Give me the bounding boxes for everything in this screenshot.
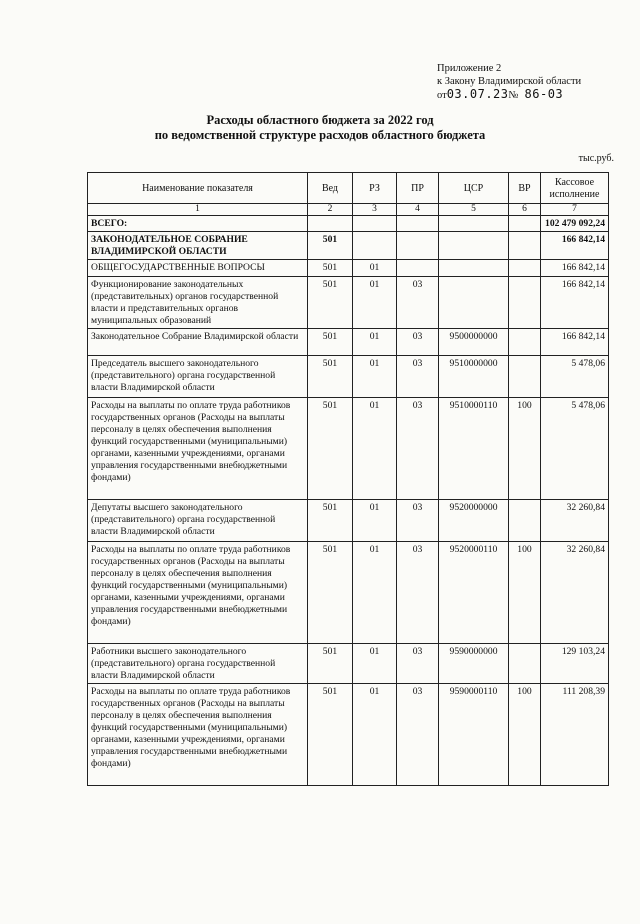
row-rz: 01	[353, 277, 397, 329]
appendix-line1: Приложение 2	[437, 63, 502, 74]
row-amount: 166 842,14	[541, 329, 609, 356]
row-csr: 9500000000	[439, 329, 509, 356]
table-row	[88, 277, 609, 329]
row-ved: 501	[308, 260, 353, 277]
header-row	[88, 173, 609, 204]
row-pr: 03	[397, 398, 439, 500]
row-rz	[353, 232, 397, 260]
row-ved: 501	[308, 542, 353, 644]
header-rz: РЗ	[353, 173, 397, 204]
column-number: 7	[541, 204, 609, 216]
row-pr	[397, 232, 439, 260]
row-vr: 100	[509, 684, 541, 786]
row-amount: 102 479 092,24	[541, 216, 609, 232]
row-amount: 111 208,39	[541, 684, 609, 786]
unit-label: тыс.руб.	[578, 153, 614, 164]
row-csr: 9510000110	[439, 398, 509, 500]
row-vr	[509, 500, 541, 542]
row-csr	[439, 216, 509, 232]
row-amount: 32 260,84	[541, 500, 609, 542]
row-name: ОБЩЕГОСУДАРСТВЕННЫЕ ВОПРОСЫ	[88, 260, 308, 277]
table-row	[88, 542, 609, 644]
row-vr	[509, 329, 541, 356]
row-vr: 100	[509, 398, 541, 500]
table-row	[88, 329, 609, 356]
column-number: 5	[439, 204, 509, 216]
row-csr: 9520000110	[439, 542, 509, 644]
row-rz: 01	[353, 644, 397, 684]
appendix-from-prefix: от	[437, 90, 447, 101]
column-number: 3	[353, 204, 397, 216]
row-pr: 03	[397, 684, 439, 786]
row-pr: 03	[397, 644, 439, 684]
header-pr: ПР	[397, 173, 439, 204]
table-row	[88, 232, 609, 260]
row-ved: 501	[308, 684, 353, 786]
row-rz: 01	[353, 684, 397, 786]
row-amount: 5 478,06	[541, 398, 609, 500]
row-csr: 9520000000	[439, 500, 509, 542]
row-name: Расходы на выплаты по оплате труда работников государственных органов (Расходы на выплаты персоналу в целях обеспечения выполнения функций государственными (муниципальными) органами, казенными учреждениями, органами управления государственными внебюджетными фондами)	[88, 542, 308, 644]
row-pr: 03	[397, 277, 439, 329]
row-ved: 501	[308, 644, 353, 684]
row-amount: 129 103,24	[541, 644, 609, 684]
row-rz	[353, 216, 397, 232]
row-rz: 01	[353, 500, 397, 542]
row-pr: 03	[397, 329, 439, 356]
row-amount: 166 842,14	[541, 232, 609, 260]
budget-table	[87, 172, 609, 786]
row-ved: 501	[308, 500, 353, 542]
row-csr	[439, 260, 509, 277]
row-rz: 01	[353, 356, 397, 398]
row-vr	[509, 277, 541, 329]
row-pr	[397, 216, 439, 232]
row-amount: 5 478,06	[541, 356, 609, 398]
row-rz: 01	[353, 542, 397, 644]
column-number: 1	[88, 204, 308, 216]
row-amount: 166 842,14	[541, 260, 609, 277]
row-name: Расходы на выплаты по оплате труда работников государственных органов (Расходы на выплаты персоналу в целях обеспечения выполнения функций государственными (муниципальными) органами, казенными учреждениями, органами управления государственными внебюджетными фондами)	[88, 398, 308, 500]
appendix-number-prefix: №	[508, 90, 519, 101]
row-vr	[509, 216, 541, 232]
column-number: 2	[308, 204, 353, 216]
row-ved: 501	[308, 398, 353, 500]
table-row	[88, 684, 609, 786]
row-csr: 9590000110	[439, 684, 509, 786]
row-vr: 100	[509, 542, 541, 644]
row-vr	[509, 356, 541, 398]
header-ved: Вед	[308, 173, 353, 204]
header-name: Наименование показателя	[88, 173, 308, 204]
row-name: ВСЕГО:	[88, 216, 308, 232]
row-vr	[509, 260, 541, 277]
appendix-number: 86-03	[524, 87, 564, 101]
row-name: ЗАКОНОДАТЕЛЬНОЕ СОБРАНИЕ ВЛАДИМИРСКОЙ ОБЛАСТИ	[88, 232, 308, 260]
column-number: 6	[509, 204, 541, 216]
row-name: Расходы на выплаты по оплате труда работников государственных органов (Расходы на выплаты персоналу в целях обеспечения выполнения функций государственными (муниципальными) органами, казенными учреждениями, органами управления государственными внебюджетными фондами)	[88, 684, 308, 786]
table-row	[88, 260, 609, 277]
table-row	[88, 356, 609, 398]
row-pr: 03	[397, 500, 439, 542]
title-line2: по ведомственной структуре расходов областного бюджета	[154, 128, 486, 142]
column-number: 4	[397, 204, 439, 216]
appendix-date: 03.07.23	[446, 87, 509, 101]
row-name: Функционирование законодательных (представительных) органов государственной власти и представительных органов муниципальных образований	[88, 277, 308, 329]
row-pr: 03	[397, 542, 439, 644]
row-rz: 01	[353, 398, 397, 500]
row-csr	[439, 277, 509, 329]
appendix-line2: к Закону Владимирской области	[437, 76, 582, 87]
row-vr	[509, 232, 541, 260]
table-row	[88, 644, 609, 684]
row-name: Законодательное Собрание Владимирской области	[88, 329, 308, 356]
column-number-row	[88, 204, 609, 216]
row-name: Председатель высшего законодательного (представительного) органа государственной власти Владимирской области	[88, 356, 308, 398]
row-ved: 501	[308, 356, 353, 398]
table-row	[88, 398, 609, 500]
header-amount: Кассовое исполнение	[541, 173, 609, 204]
header-vr: ВР	[509, 173, 541, 204]
header-csr: ЦСР	[439, 173, 509, 204]
row-name: Работники высшего законодательного (представительного) органа государственной власти Владимирской области	[88, 644, 308, 684]
row-csr: 9510000000	[439, 356, 509, 398]
row-csr: 9590000000	[439, 644, 509, 684]
row-vr	[509, 644, 541, 684]
row-csr	[439, 232, 509, 260]
row-pr	[397, 260, 439, 277]
row-ved	[308, 216, 353, 232]
row-ved: 501	[308, 232, 353, 260]
row-ved: 501	[308, 329, 353, 356]
appendix-date-line	[437, 88, 581, 102]
row-rz: 01	[353, 329, 397, 356]
appendix-block	[437, 62, 581, 102]
row-pr: 03	[397, 356, 439, 398]
document-title	[0, 113, 640, 143]
row-ved: 501	[308, 277, 353, 329]
row-name: Депутаты высшего законодательного (представительного) органа государственной власти Владимирской области	[88, 500, 308, 542]
row-amount: 166 842,14	[541, 277, 609, 329]
table-row	[88, 500, 609, 542]
row-amount: 32 260,84	[541, 542, 609, 644]
title-line1: Расходы областного бюджета за 2022 год	[206, 113, 434, 127]
table-row	[88, 216, 609, 232]
row-rz: 01	[353, 260, 397, 277]
